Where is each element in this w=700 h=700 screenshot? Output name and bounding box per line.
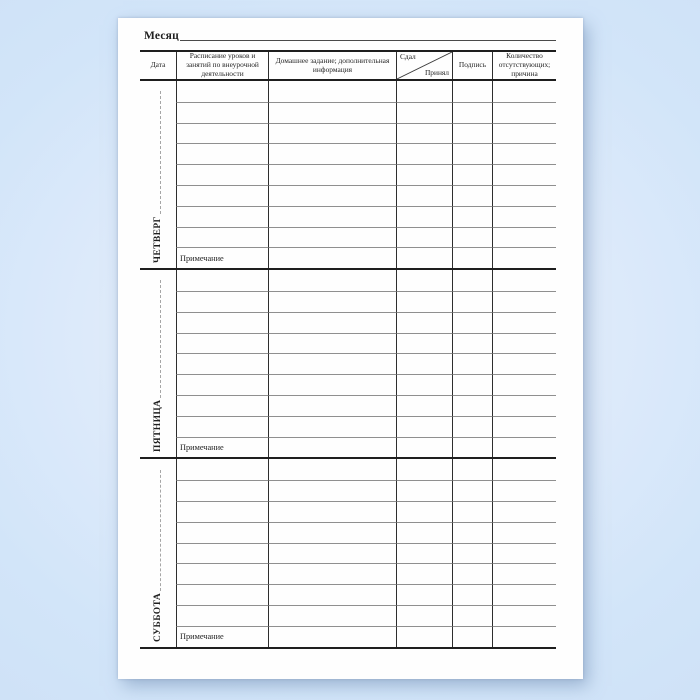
entry-cell [452,333,492,354]
entry-cell [268,185,396,206]
entry-cell [396,374,452,395]
entry-cell [452,143,492,164]
entry-cell [492,501,556,522]
note-cell: Примечание [176,626,268,647]
entry-cell [396,270,452,291]
header-submitted-label: Сдал [400,52,416,61]
entry-cell [396,143,452,164]
entry-cell [492,185,556,206]
entry-cell [176,501,268,522]
entry-cell [176,584,268,605]
header-date: Дата [150,60,166,70]
entry-cell [396,605,452,626]
date-cell [140,270,176,457]
month-write-line [180,30,556,41]
entry-cell [176,480,268,501]
entry-cell [492,227,556,248]
day-block-saturday [140,459,556,648]
entry-cell [176,416,268,437]
entry-cell [452,395,492,416]
entry-cell [452,459,492,480]
entry-cell [492,374,556,395]
header-signature: Подпись [452,52,492,79]
month-row [144,30,556,42]
header-homework: Домашнее задание; дополнительная информация [268,52,396,79]
entry-cell [176,81,268,102]
entry-cell [492,164,556,185]
note-cell: Примечание [176,247,268,268]
entry-cell [396,227,452,248]
entry-cell [452,416,492,437]
entry-cell [268,416,396,437]
day-block-friday [140,270,556,459]
day-block-thursday [140,81,556,270]
entry-cell [176,353,268,374]
entry-cell [492,247,556,268]
entry-cell [396,206,452,227]
entry-cell [396,584,452,605]
entry-cell [268,81,396,102]
header-accepted-label: Принял [424,68,449,78]
entry-cell [396,247,452,268]
entry-cell [396,312,452,333]
header-absent: Количество отсутствующих; причина [492,52,556,79]
entry-cell [492,270,556,291]
entry-cell [452,247,492,268]
entry-cell [176,312,268,333]
entry-cell [268,395,396,416]
entry-cell [396,353,452,374]
entry-cell [492,353,556,374]
date-cell [140,81,176,268]
entry-cell [452,584,492,605]
schedule-table [140,50,556,649]
entry-cell [452,437,492,458]
journal-page [118,18,583,679]
entry-cell [396,480,452,501]
entry-cell [176,522,268,543]
entry-cell [268,247,396,268]
entry-cell [396,459,452,480]
entry-cell [176,270,268,291]
entry-cell [492,206,556,227]
entry-cell [268,291,396,312]
entry-cell [176,164,268,185]
entry-cell [492,605,556,626]
entry-cell [396,437,452,458]
entry-cell [452,102,492,123]
entry-cell [492,584,556,605]
entry-cell [176,291,268,312]
entry-cell [452,605,492,626]
entry-cell [176,395,268,416]
entry-cell [452,480,492,501]
rotated-day-label [152,91,163,263]
entry-cell [268,164,396,185]
entry-cell [176,143,268,164]
entry-cell [396,81,452,102]
entry-cell [452,501,492,522]
date-write-line [152,280,161,398]
date-write-line [152,91,161,214]
entry-cell [176,227,268,248]
entry-cell [396,102,452,123]
header-schedule: Расписание уроков и занятий по внеурочной деятельности [176,52,268,79]
entry-cell [492,480,556,501]
entry-cell [452,270,492,291]
entry-cell [176,185,268,206]
entry-cell [268,206,396,227]
entry-cell [176,563,268,584]
entry-cell [268,626,396,647]
entry-cell [396,626,452,647]
note-cell: Примечание [176,437,268,458]
date-write-line [152,470,161,591]
entry-cell [492,459,556,480]
entry-cell [396,291,452,312]
entry-cell [452,81,492,102]
entry-cell [176,102,268,123]
day-name-label: ПЯТНИЦА [153,399,163,453]
entry-cell [268,333,396,354]
entry-cell [452,185,492,206]
entry-cell [268,143,396,164]
date-cell [140,459,176,646]
entry-cell [396,185,452,206]
entry-cell [396,501,452,522]
entry-cell [452,227,492,248]
entry-cell [492,123,556,144]
entry-cell [268,353,396,374]
entry-cell [452,522,492,543]
entry-cell [176,333,268,354]
day-name-label: ЧЕТВЕРГ [153,216,163,264]
entry-cell [452,123,492,144]
entry-cell [268,270,396,291]
entry-cell [176,543,268,564]
entry-cell [268,102,396,123]
entry-cell [176,206,268,227]
rotated-day-label [152,470,163,642]
entry-cell [492,291,556,312]
entry-cell [492,563,556,584]
entry-cell [452,312,492,333]
entry-cell [492,102,556,123]
entry-cell [452,206,492,227]
entry-cell [492,437,556,458]
entry-cell [396,522,452,543]
month-label: Месяц [144,30,179,42]
entry-cell [268,312,396,333]
entry-cell [396,164,452,185]
entry-cell [268,563,396,584]
entry-cell [492,81,556,102]
entry-cell [452,374,492,395]
day-name-label: СУББОТА [153,592,163,642]
entry-cell [268,584,396,605]
entry-cell [396,395,452,416]
entry-cell [268,543,396,564]
header-submitted-accepted [396,52,452,79]
entry-cell [492,333,556,354]
rotated-day-label [152,280,163,452]
entry-cell [176,605,268,626]
entry-cell [492,395,556,416]
entry-cell [452,543,492,564]
entry-cell [492,522,556,543]
entry-cell [396,416,452,437]
entry-cell [452,353,492,374]
entry-cell [268,522,396,543]
entry-cell [268,437,396,458]
entry-cell [452,164,492,185]
entry-cell [268,605,396,626]
entry-cell [492,626,556,647]
entry-cell [396,333,452,354]
entry-cell [452,626,492,647]
entry-cell [268,459,396,480]
entry-cell [268,480,396,501]
entry-cell [492,312,556,333]
entry-cell [176,123,268,144]
entry-cell [268,123,396,144]
entry-cell [396,123,452,144]
entry-cell [396,563,452,584]
entry-cell [492,416,556,437]
table-header [140,50,556,81]
entry-cell [176,459,268,480]
entry-cell [176,374,268,395]
entry-cell [492,143,556,164]
entry-cell [492,543,556,564]
entry-cell [452,291,492,312]
entry-cell [268,227,396,248]
entry-cell [268,374,396,395]
entry-cell [268,501,396,522]
entry-cell [396,543,452,564]
entry-cell [452,563,492,584]
